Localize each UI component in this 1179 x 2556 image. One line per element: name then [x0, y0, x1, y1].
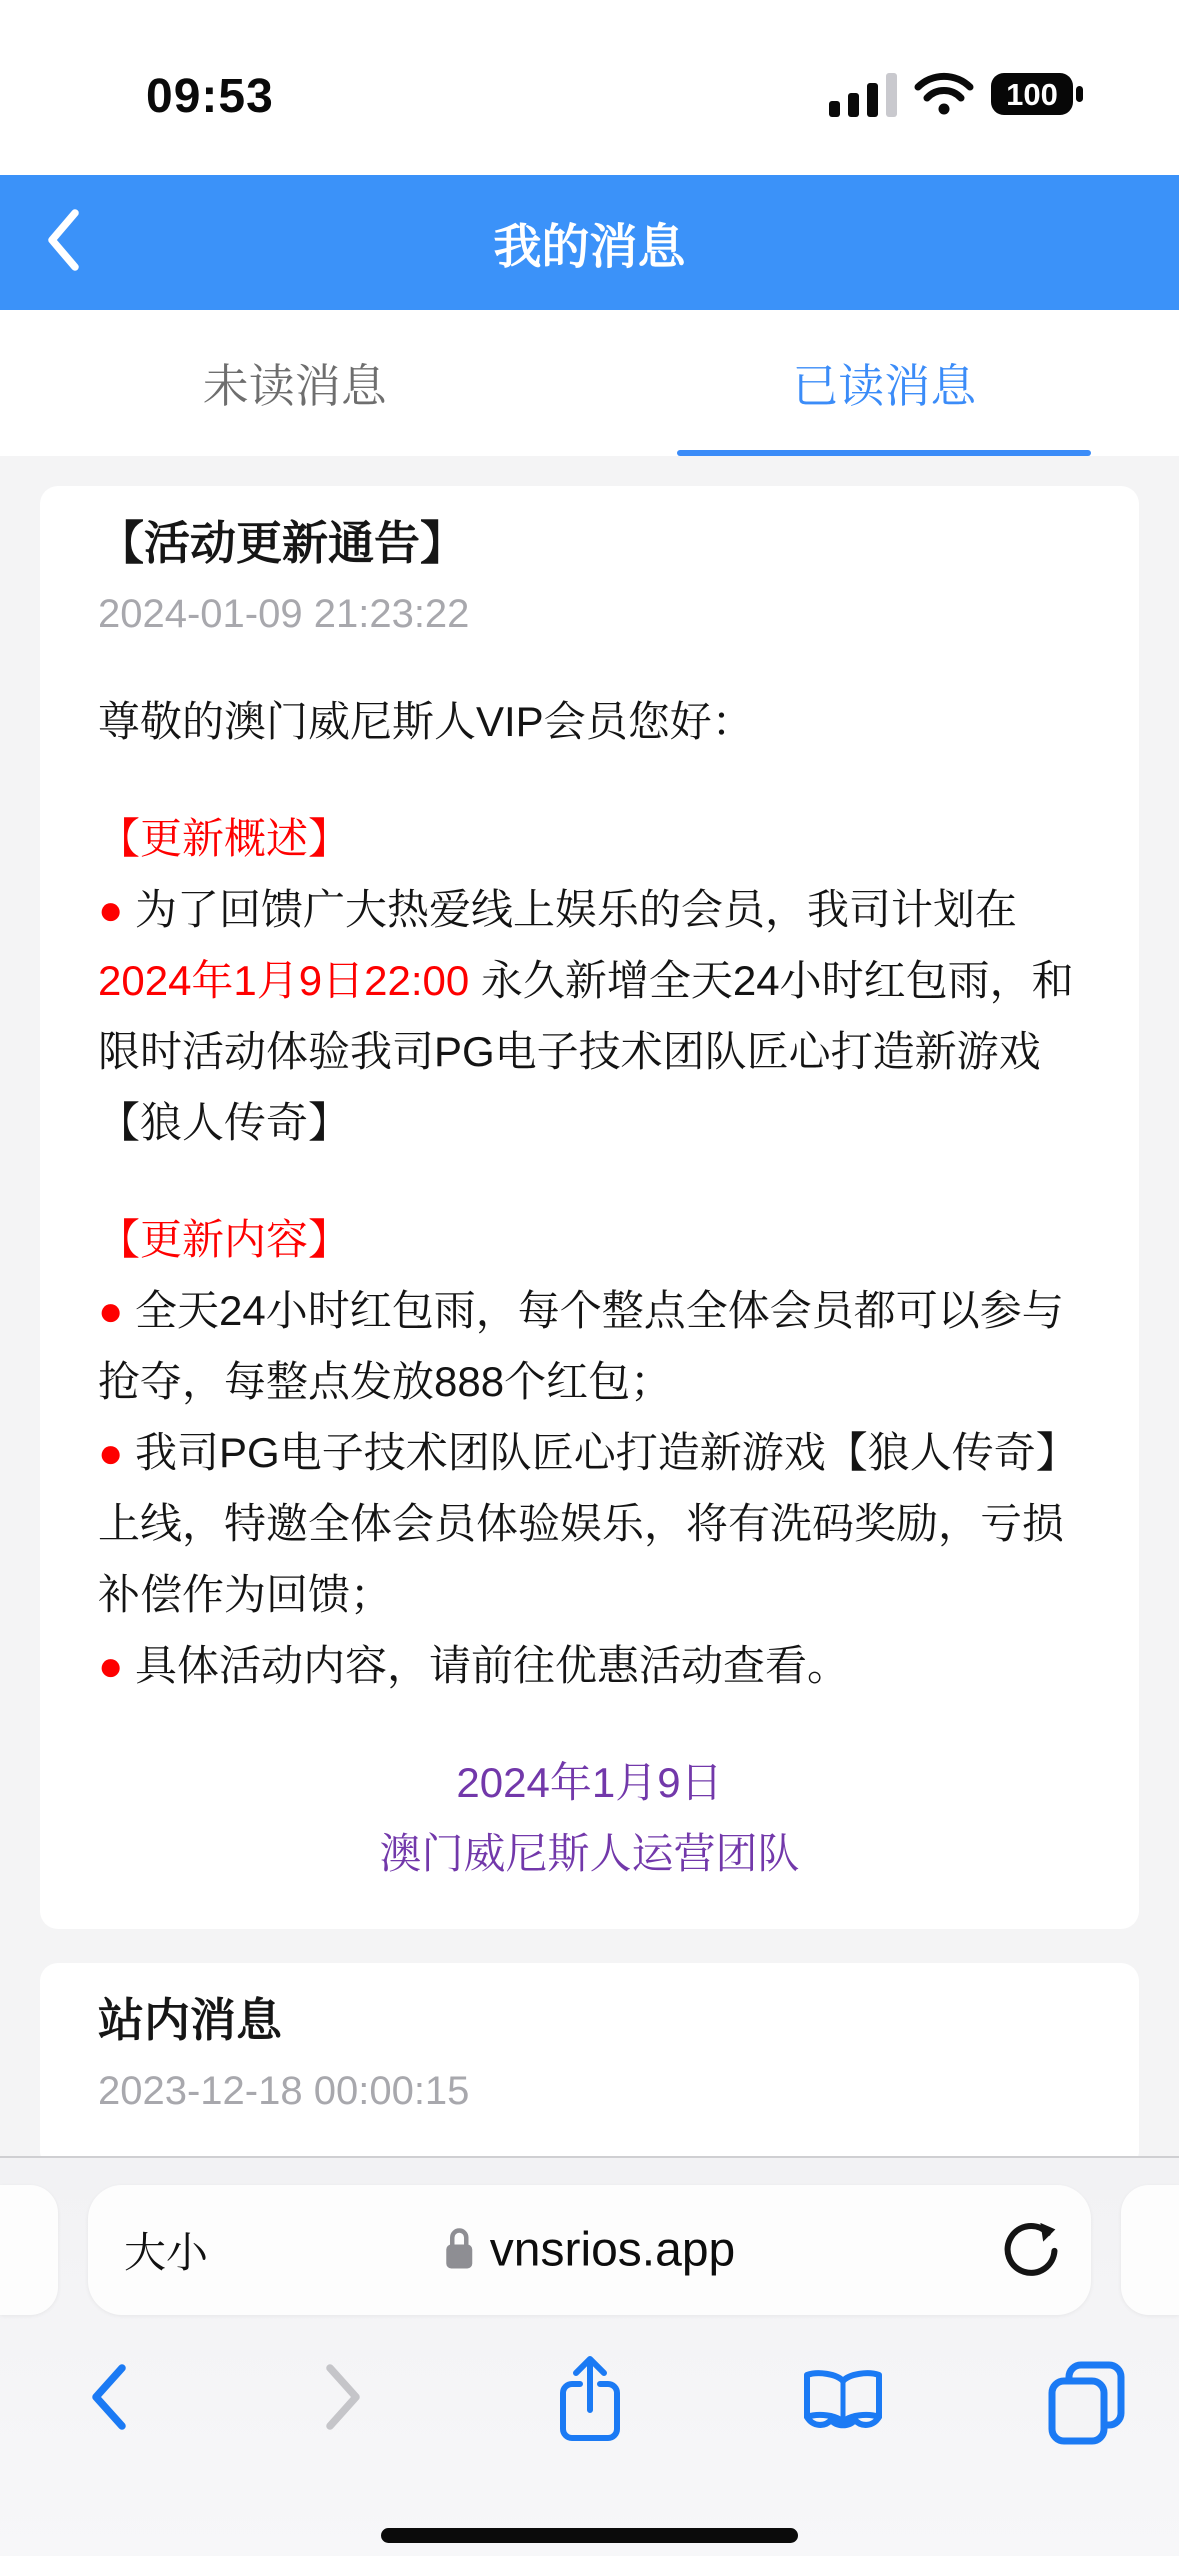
tab-read-label: 已读消息	[792, 360, 977, 412]
message-date: 2023-12-18 00:00:15	[98, 2069, 470, 2113]
address-bar[interactable]	[88, 2185, 1091, 2315]
signature-line	[98, 1747, 1081, 1818]
time-label: 09:53	[146, 70, 274, 123]
reload-icon	[1001, 2220, 1061, 2280]
message-paragraph	[98, 1417, 1081, 1630]
message-title: 【活动更新通告】	[98, 517, 466, 569]
paragraph-spacer	[98, 757, 1081, 803]
app-header	[0, 175, 1179, 310]
message-list	[0, 456, 1179, 2156]
status-icons	[829, 71, 1091, 122]
text-run: ●	[98, 1287, 136, 1334]
message-card[interactable]	[40, 1963, 1139, 2156]
text-run: 全天24小时红包雨，每个整点全体会员都可以参与抢夺，每整点发放888个红包；	[98, 1287, 1064, 1405]
wifi-icon	[914, 72, 974, 121]
text-run: 澳门威尼斯人运营团队	[379, 1830, 800, 1877]
browser-forward-button[interactable]	[322, 2362, 366, 2437]
bookmarks-button[interactable]	[798, 2367, 888, 2444]
browser-chrome	[0, 2156, 1179, 2556]
text-run: 为了回馈广大热爱线上娱乐的会员，我司计划在	[135, 886, 1018, 933]
paragraph-spacer	[98, 1158, 1081, 1204]
message-paragraph	[98, 874, 1081, 1158]
cellular-signal-icon	[829, 71, 897, 122]
text-run: 2024年1月9日22:00	[98, 957, 470, 1004]
lock-icon	[444, 2225, 474, 2276]
message-card[interactable]	[40, 486, 1139, 1929]
message-paragraph	[98, 1630, 1081, 1701]
reload-button[interactable]	[1001, 2220, 1061, 2280]
back-button[interactable]	[40, 208, 86, 278]
home-indicator[interactable]	[381, 2528, 798, 2543]
book-icon	[798, 2367, 888, 2439]
chevron-left-icon	[86, 2362, 130, 2432]
tab-read-messages[interactable]	[590, 310, 1179, 456]
page-title: 我的消息	[493, 221, 686, 274]
tabs-icon	[1047, 2360, 1125, 2446]
status-bar	[0, 0, 1179, 175]
text-run: 【更新概述】	[98, 815, 351, 862]
battery-percent: 100	[1006, 77, 1058, 112]
browser-back-button[interactable]	[86, 2362, 130, 2437]
signature-line	[98, 1818, 1081, 1889]
text-run: ●	[98, 1642, 136, 1689]
battery-icon	[991, 71, 1091, 122]
paragraph-spacer	[98, 1701, 1081, 1747]
message-date: 2024-01-09 21:23:22	[98, 592, 470, 636]
text-run: 2024年1月9日	[456, 1759, 723, 1806]
text-run: 具体活动内容，请前往优惠活动查看。	[135, 1642, 850, 1689]
share-icon	[557, 2352, 623, 2444]
tab-bar	[0, 310, 1179, 456]
message-paragraph	[98, 1204, 1081, 1275]
message-paragraph	[98, 803, 1081, 874]
tab-unread-messages[interactable]	[0, 310, 590, 456]
text-run: 尊敬的澳门威尼斯人VIP会员您好：	[98, 698, 754, 745]
text-run: 【更新内容】	[98, 1216, 351, 1263]
message-paragraph	[98, 686, 1081, 757]
message-title: 站内消息	[98, 1994, 282, 2046]
paragraph-spacer	[98, 640, 1081, 686]
url-label: vnsrios.app	[489, 2223, 736, 2277]
text-run: ●	[98, 1429, 136, 1476]
previous-tab-preview[interactable]	[0, 2185, 58, 2315]
message-paragraph	[98, 1275, 1081, 1417]
active-tab-underline	[677, 450, 1091, 456]
tab-unread-label: 未读消息	[202, 360, 387, 412]
chevron-right-icon	[322, 2362, 366, 2432]
message-body	[98, 640, 1081, 1889]
text-run: ●	[98, 886, 136, 933]
text-run: 我司PG电子技术团队匠心打造新游戏【狼人传奇】上线，特邀全体会员体验娱乐，将有洗码奖励，亏损补偿作为回馈；	[98, 1429, 1078, 1618]
share-button[interactable]	[557, 2352, 623, 2449]
text-run: 永久新增全天24小时红包雨，和限时活动体验我司PG电子技术团队匠心打造新游戏【狼人传奇】	[98, 957, 1074, 1146]
url-area	[444, 2223, 735, 2278]
tabs-button[interactable]	[1047, 2360, 1125, 2451]
chevron-left-icon	[45, 208, 81, 277]
text-size-button[interactable]: 大小	[124, 2229, 209, 2276]
next-tab-preview[interactable]	[1121, 2185, 1179, 2315]
